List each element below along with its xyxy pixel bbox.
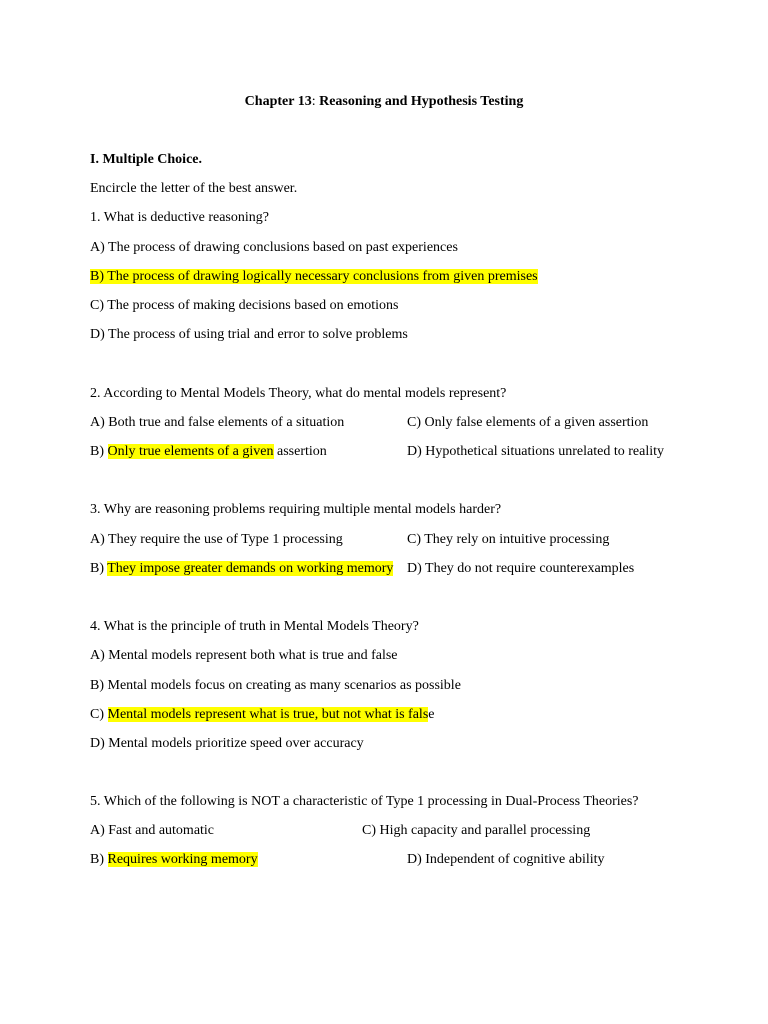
q4-option-c-highlight: Mental models represent what is true, but not what is fals <box>107 707 429 722</box>
q1-option-b[interactable] <box>90 268 538 286</box>
q1-option-a[interactable]: A) The process of drawing conclusions based on past experiences <box>90 240 458 255</box>
q2-question: 2. According to Mental Models Theory, what do mental models represent? <box>90 386 507 401</box>
q1-option-d[interactable]: D) The process of using trial and error to solve problems <box>90 327 408 342</box>
q5-option-b[interactable] <box>90 851 258 869</box>
q2-option-b-suffix: assertion <box>273 444 327 459</box>
q4-option-c-prefix: C) <box>90 707 108 722</box>
q3-option-d[interactable]: D) They do not require counterexamples <box>407 561 635 576</box>
q5-option-a[interactable]: A) Fast and automatic <box>90 823 215 838</box>
q1-option-b-highlight: B) The process of drawing logically necessary conclusions from given premises <box>90 269 538 284</box>
q5-option-d[interactable]: D) Independent of cognitive ability <box>407 852 605 867</box>
title-subject: Reasoning and Hypothesis Testing <box>315 94 524 109</box>
q3-option-b-highlight: They impose greater demands on working memory <box>107 561 394 576</box>
q4-option-c-suffix: e <box>428 707 435 722</box>
title-chapter: Chapter 13 <box>244 94 312 109</box>
q3-option-b[interactable] <box>90 560 393 578</box>
q2-option-b-prefix: B) <box>90 444 108 459</box>
instructions: Encircle the letter of the best answer. <box>90 181 298 196</box>
page-title <box>0 93 768 111</box>
q2-option-c[interactable]: C) Only false elements of a given assertion <box>407 415 649 430</box>
q2-option-a[interactable]: A) Both true and false elements of a situation <box>90 415 345 430</box>
q1-question: 1. What is deductive reasoning? <box>90 210 269 225</box>
q2-option-d[interactable]: D) Hypothetical situations unrelated to reality <box>407 444 664 459</box>
q5-option-b-highlight: Requires working memory <box>107 852 258 867</box>
q2-option-b-highlight: Only true elements of a given <box>107 444 274 459</box>
q3-option-b-prefix: B) <box>90 561 108 576</box>
title-colon: : <box>311 94 316 109</box>
section-heading: I. Multiple Choice. <box>90 152 202 167</box>
q1-option-c[interactable]: C) The process of making decisions based on emotions <box>90 298 399 313</box>
q3-option-c[interactable]: C) They rely on intuitive processing <box>407 532 610 547</box>
q3-question: 3. Why are reasoning problems requiring multiple mental models harder? <box>90 502 502 517</box>
q4-question: 4. What is the principle of truth in Mental Models Theory? <box>90 619 419 634</box>
q5-option-c[interactable]: C) High capacity and parallel processing <box>362 823 591 838</box>
q5-option-b-prefix: B) <box>90 852 108 867</box>
q2-option-b[interactable] <box>90 443 327 461</box>
q4-option-a[interactable]: A) Mental models represent both what is true and false <box>90 648 398 663</box>
q3-option-a[interactable]: A) They require the use of Type 1 processing <box>90 532 343 547</box>
q5-question: 5. Which of the following is NOT a characteristic of Type 1 processing in Dual-Process Theories? <box>90 794 639 809</box>
q4-option-b[interactable]: B) Mental models focus on creating as many scenarios as possible <box>90 678 461 693</box>
q4-option-d[interactable]: D) Mental models prioritize speed over accuracy <box>90 736 364 751</box>
q4-option-c[interactable] <box>90 706 434 724</box>
